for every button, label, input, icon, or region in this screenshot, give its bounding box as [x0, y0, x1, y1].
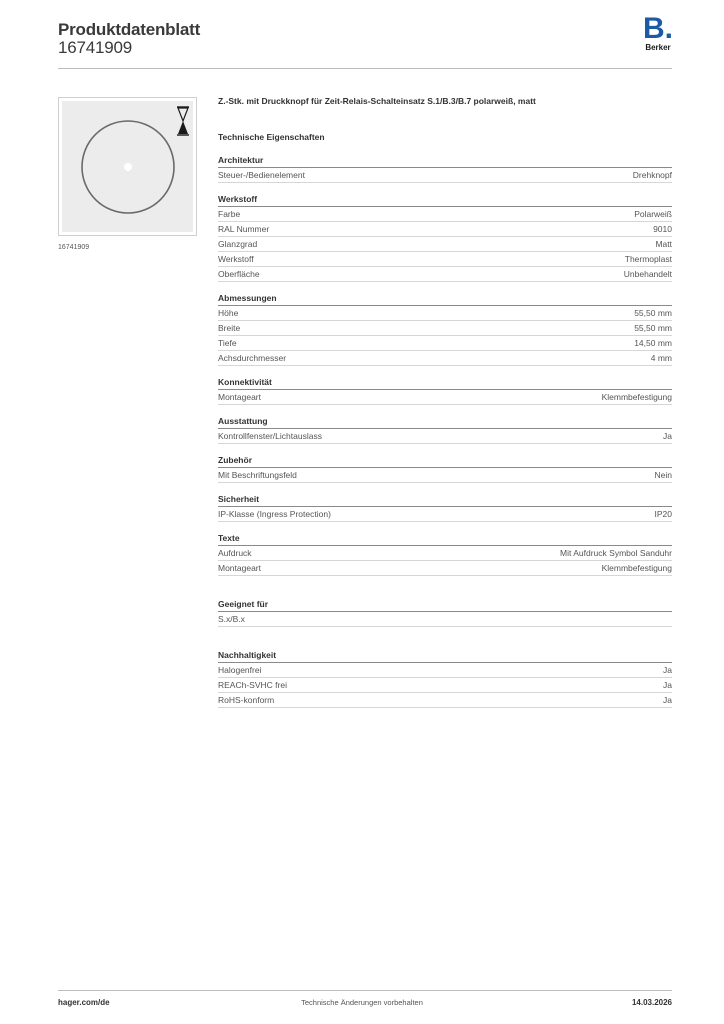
spec-group	[218, 493, 672, 522]
spec-row	[218, 429, 672, 444]
spec-value: Ja	[663, 695, 672, 705]
spec-label: Glanzgrad	[218, 239, 258, 249]
spec-label: Höhe	[218, 308, 239, 318]
spec-row	[218, 207, 672, 222]
spec-label: REACh-SVHC frei	[218, 680, 287, 690]
product-title: Z.-Stk. mit Druckknopf für Zeit-Relais-Schalteinsatz S.1/B.3/B.7 polarweiß, matt	[218, 96, 536, 106]
header-divider	[58, 68, 672, 69]
spec-group-title: Zubehör	[218, 454, 672, 468]
spec-group-title: Konnektivität	[218, 376, 672, 390]
spec-group	[218, 193, 672, 282]
spec-value: IP20	[654, 509, 672, 519]
spec-value: Ja	[663, 680, 672, 690]
spec-value: 55,50 mm	[634, 323, 672, 333]
spec-label: Halogenfrei	[218, 665, 262, 675]
spec-value: 9010	[653, 224, 672, 234]
spec-row	[218, 252, 672, 267]
spec-row	[218, 351, 672, 366]
spec-row	[218, 468, 672, 483]
spec-value: Polarweiß	[634, 209, 672, 219]
spec-value: 55,50 mm	[634, 308, 672, 318]
spec-row	[218, 390, 672, 405]
spec-value: Nein	[654, 470, 672, 480]
spec-label: Mit Beschriftungsfeld	[218, 470, 297, 480]
spec-group-title: Geeignet für	[218, 598, 672, 612]
footer-divider	[58, 990, 672, 991]
spec-label: S.x/B.x	[218, 614, 245, 624]
document-number: 16741909	[58, 38, 133, 57]
spec-row	[218, 561, 672, 576]
spec-group	[218, 415, 672, 444]
product-plate	[62, 101, 193, 232]
spec-group-title: Nachhaltigkeit	[218, 649, 672, 663]
hourglass-icon	[176, 106, 190, 136]
spec-label: RAL Nummer	[218, 224, 270, 234]
footer-date: 14.03.2026	[631, 998, 672, 1007]
spec-groups	[218, 154, 672, 708]
spec-group	[218, 376, 672, 405]
spec-row	[218, 612, 672, 627]
spec-value: Ja	[663, 665, 672, 675]
spec-value: Mit Aufdruck Symbol Sanduhr	[560, 548, 672, 558]
spec-label: RoHS-konform	[218, 695, 275, 705]
spec-group	[218, 649, 672, 708]
spec-row	[218, 267, 672, 282]
berker-logo	[640, 12, 676, 52]
spec-value: Ja	[663, 431, 672, 441]
logo-mark: B.	[643, 12, 673, 45]
product-drawing	[62, 101, 193, 232]
image-caption: 16741909	[58, 244, 90, 251]
spec-value: Unbehandelt	[623, 269, 672, 279]
spec-label: Tiefe	[218, 338, 237, 348]
spec-group	[218, 454, 672, 483]
spec-value: 4 mm	[650, 353, 672, 363]
spec-row	[218, 336, 672, 351]
spec-row	[218, 222, 672, 237]
spec-value: Klemmbefestigung	[601, 392, 672, 402]
spec-label: Oberfläche	[218, 269, 260, 279]
spec-group-title: Werkstoff	[218, 193, 672, 207]
spec-value: 14,50 mm	[634, 338, 672, 348]
spec-row	[218, 168, 672, 183]
footer-disclaimer: Technische Änderungen vorbehalten	[301, 998, 423, 1007]
spec-group-title: Texte	[218, 532, 672, 546]
spec-row	[218, 237, 672, 252]
spec-row	[218, 693, 672, 708]
spec-group	[218, 532, 672, 576]
spec-label: Achsdurchmesser	[218, 353, 287, 363]
product-image	[58, 97, 197, 236]
spec-row	[218, 507, 672, 522]
spec-label: Aufdruck	[218, 548, 252, 558]
spec-value: Matt	[655, 239, 672, 249]
spec-row	[218, 321, 672, 336]
logo-text: Berker	[645, 43, 671, 52]
spec-row	[218, 663, 672, 678]
spec-label: IP-Klasse (Ingress Protection)	[218, 509, 331, 519]
spec-row	[218, 678, 672, 693]
spec-label: Montageart	[218, 563, 261, 573]
spec-row	[218, 306, 672, 321]
spec-label: Montageart	[218, 392, 261, 402]
section-heading: Technische Eigenschaften	[218, 132, 325, 142]
spec-value: Klemmbefestigung	[601, 563, 672, 573]
spec-label: Steuer-/Bedienelement	[218, 170, 305, 180]
knob-center-hole	[124, 163, 132, 171]
spec-group-title: Ausstattung	[218, 415, 672, 429]
spec-group	[218, 292, 672, 366]
spec-label: Werkstoff	[218, 254, 254, 264]
document-title: Produktdatenblatt	[58, 20, 201, 39]
spec-group	[218, 154, 672, 183]
spec-row	[218, 546, 672, 561]
footer-website: hager.com/de	[58, 998, 110, 1007]
spec-value: Thermoplast	[624, 254, 672, 264]
spec-group-title: Abmessungen	[218, 292, 672, 306]
spec-group-title: Architektur	[218, 154, 672, 168]
spec-content	[218, 94, 672, 708]
spec-label: Farbe	[218, 209, 241, 219]
spec-group-title: Sicherheit	[218, 493, 672, 507]
spec-label: Breite	[218, 323, 241, 333]
spec-group	[218, 598, 672, 627]
spec-value: Drehknopf	[632, 170, 672, 180]
spec-label: Kontrollfenster/Lichtauslass	[218, 431, 322, 441]
